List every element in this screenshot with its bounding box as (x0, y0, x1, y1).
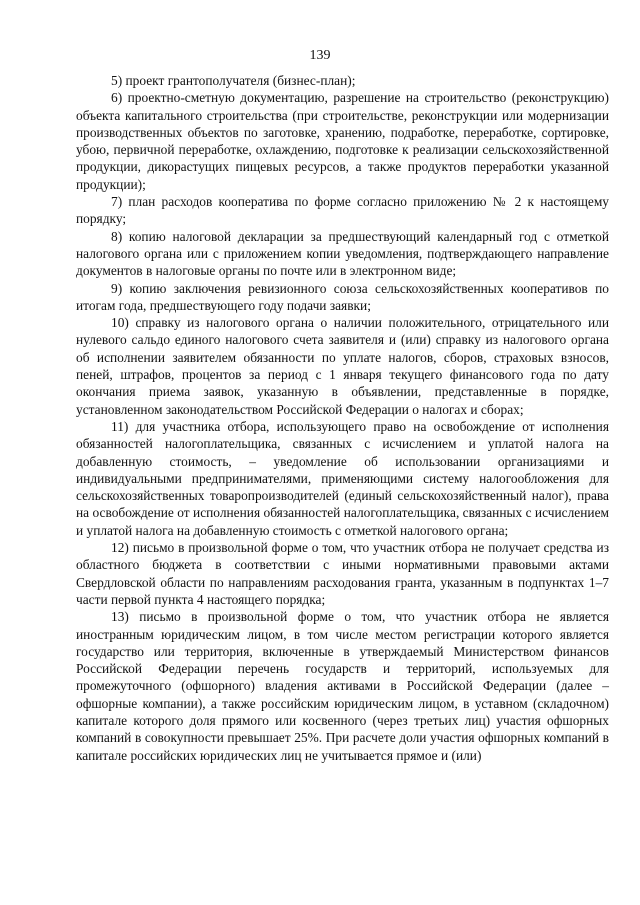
paragraph-item-10: 10) справку из налогового органа о наличии положительного, отрицательного или нулевого сальдо единого налогового счета заявителя и (или) справку из налогового органа об исполнении заявителем обязанности по уплате налогов, сборов, страховых взносов, пеней, штрафов, процентов за период с 1 января текущего финансового года по дату окончания приема заявок, указанную в объявлении, представленные в порядке, установленном законодательством Российской Федерации о налогах и сборах; (76, 315, 609, 417)
page-number: 139 (309, 48, 331, 63)
paragraph-item-11: 11) для участника отбора, использующего право на освобождение от исполнения обязанностей налогоплательщика, связанных с исчислением и уплатой налога на добавленную стоимость, – уведомление об использовании организациями и индивидуальными предпринимателями, применяющими систему налогообложения для сельскохозяйственных товаропроизводителей (единый сельскохозяйственный налог), права на освобождение от исполнения обязанностей налогоплательщика, связанных с исчислением и уплатой налога на добавленную стоимость с отметкой налогового органа; (76, 418, 609, 538)
paragraph-item-12: 12) письмо в произвольной форме о том, что участник отбора не получает средства из областного бюджета в соответствии с иными нормативными правовыми актами Свердловской области по направлениям расходования гранта, указанным в подпунктах 1–7 части первой пункта 4 настоящего порядка; (76, 540, 609, 607)
paragraph-item-6: 6) проектно-сметную документацию, разрешение на строительство (реконструкцию) объекта капитального строительства (при строительстве, реконструкции или модернизации производственных объектов по заготовке, хранению, подработке, переработке, сортировке, убою, первичной переработке, охлаждению, подготовке к реализации сельскохозяйственной продукции, дикорастущих пищевых ресурсов, а также продуктов переработки указанной продукции); (76, 90, 609, 192)
paragraph-item-7: 7) план расходов кооператива по форме согласно приложению № 2 к настоящему порядку; (76, 194, 609, 227)
paragraph-item-13: 13) письмо в произвольной форме о том, что участник отбора не является иностранным юридическим лицом, в том числе местом регистрации которого является государство или территория, включенные в утверждаемый Министерством финансов Российской Федерации перечень государств и территорий, используемых для промежуточного (офшорного) владения активами в Российской Федерации (далее – офшорные компании), а также российским юридическим лицом, в уставном (складочном) капитале которого доля прямого или косвенного (через третьих лиц) участия офшорных компаний в совокупности превышает 25%. При расчете доли участия офшорных компаний в капитале российских юридических лиц не учитывается прямое и (или) (76, 609, 609, 763)
paragraph-item-9: 9) копию заключения ревизионного союза сельскохозяйственных кооперативов по итогам года, предшествующего году подачи заявки; (76, 280, 609, 313)
document-body (76, 72, 609, 764)
paragraph-item-5: 5) проект грантополучателя (бизнес-план); (111, 73, 356, 88)
paragraph-item-8: 8) копию налоговой декларации за предшествующий календарный год с отметкой налогового органа или с приложением копии уведомления, подтверждающего направление документов в налоговые органы по почте или в электронном виде; (76, 228, 609, 279)
